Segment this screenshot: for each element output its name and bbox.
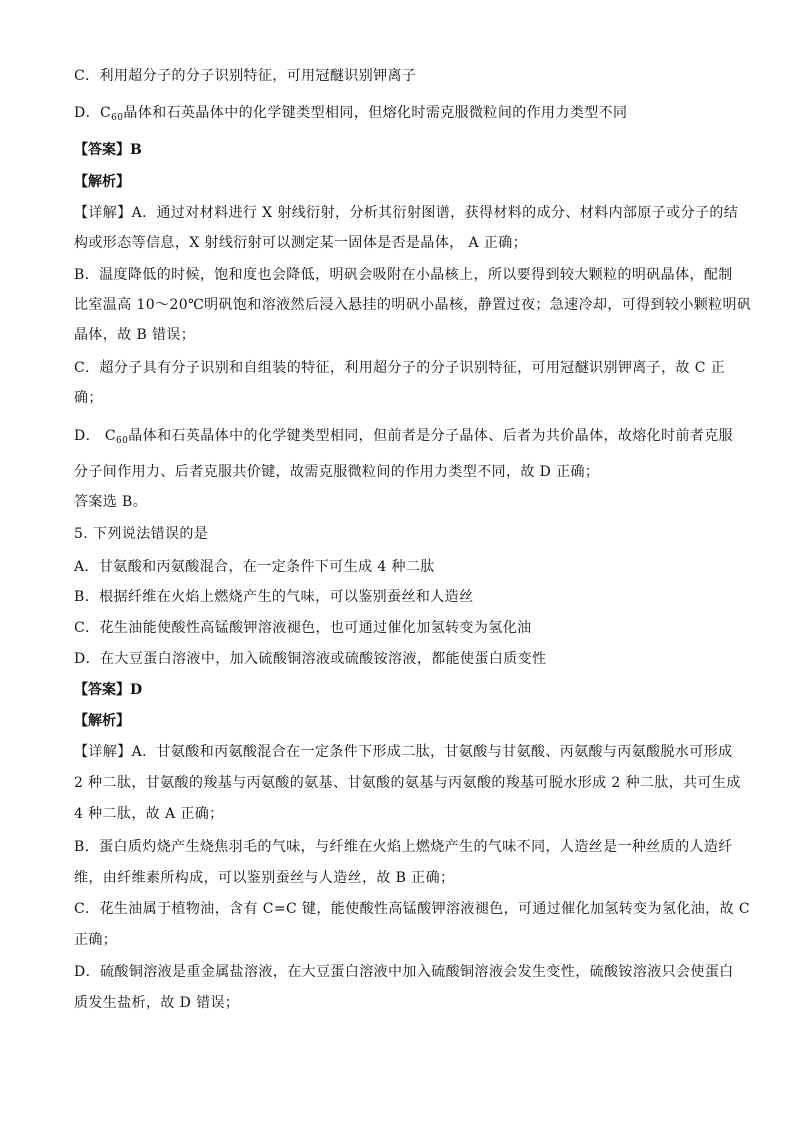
q5-detail-line: 正确；: [74, 932, 118, 948]
q4-detail-line: 【详解】A．通过对材料进行 X 射线衍射，分析其衍射图谱，获得材料的成分、材料内部原子或分子的结: [74, 205, 739, 221]
q4-detail-line: 构或形态等信息，X 射线衍射可以测定某一固体是否是晶体， A 正确；: [74, 235, 528, 251]
q4-analysis-heading: 【解析】: [74, 174, 130, 190]
q5-detail-line: 质发生盐析，故 D 错误；: [74, 995, 240, 1011]
q4-detail-line: 分子间作用力、后者克服共价键，故需克服微粒间的作用力类型不同，故 D 正确；: [74, 464, 600, 480]
q5-stem: 5. 下列说法错误的是: [74, 526, 209, 542]
q4-detail-line: 比室温高 10～20℃明矾饱和溶液然后浸入悬挂的明矾小晶核，静置过夜；急速冷却，可得到较小颗粒明矾: [74, 297, 752, 313]
q4-option-d-text: 晶体和石英晶体中的化学键类型相同，但熔化时需克服微粒间的作用力类型不同: [123, 105, 628, 121]
q5-detail-line: 4 种二肽，故 A 正确；: [74, 806, 224, 822]
q4-detail-d-text: 晶体和石英晶体中的化学键类型相同，但前者是分子晶体、后者为共价晶体，故熔化时前者克服: [128, 428, 734, 444]
q5-detail-line: 维，由纤维素所构成，可以鉴别蚕丝与人造丝，故 B 正确；: [74, 870, 455, 886]
q5-detail-line: 2 种二肽，甘氨酸的羧基与丙氨酸的氨基、甘氨酸的氨基与丙氨酸的羧基可脱水形成 2 种二肽，共可生成: [74, 775, 741, 791]
q5-option: D．在大豆蛋白溶液中，加入硫酸铜溶液或硫酸铵溶液，都能使蛋白质变性: [74, 651, 547, 667]
q4-option-d: [74, 103, 734, 123]
q5-detail-line: 【详解】A．甘氨酸和丙氨酸混合在一定条件下形成二肽，甘氨酸与甘氨酸、丙氨酸与丙氨酸脱水可形成: [74, 744, 733, 760]
q4-answer: 【答案】B: [74, 142, 142, 158]
q5-answer: 【答案】D: [74, 682, 143, 698]
q5-option: B．根据纤维在火焰上燃烧产生的气味，可以鉴别蚕丝和人造丝: [74, 589, 474, 605]
q4-option-d-subscript: 60: [111, 113, 124, 123]
q5-option: C．花生油能使酸性高锰酸钾溶液褪色，也可通过催化加氢转变为氢化油: [74, 620, 532, 636]
q4-option-d-prefix: D．: [74, 105, 101, 121]
q4-option-c: C．利用超分子的分子识别特征，可用冠醚识别钾离子: [74, 68, 417, 84]
q5-detail-line: B．蛋白质灼烧产生烧焦羽毛的气味，与纤维在火焰上燃烧产生的气味不同，人造丝是一种丝质的人造纤: [74, 839, 733, 855]
q5-analysis-heading: 【解析】: [74, 713, 130, 729]
q4-detail-d-subscript: 60: [116, 436, 129, 446]
q4-detail-d: [74, 426, 734, 446]
q5-option: A．甘氨酸和丙氨酸混合，在一定条件下可生成 4 种二肽: [74, 559, 435, 575]
q4-conclusion: 答案选 B。: [74, 494, 148, 510]
q4-detail-line: 确；: [74, 390, 103, 406]
q4-detail-d-prefix: D．: [74, 428, 105, 444]
q4-detail-line: B．温度降低的时候，饱和度也会降低，明矾会吸附在小晶核上，所以要得到较大颗粒的明矾晶体，配制: [74, 267, 733, 283]
q4-detail-line: 晶体，故 B 错误；: [74, 327, 196, 343]
q4-option-d-formula: C: [100, 105, 112, 121]
q5-detail-line: C．花生油属于植物油，含有 C=C 键，能使酸性高锰酸钾溶液褪色，可通过催化加氢转变为氢化油，故 C: [74, 901, 750, 917]
q4-detail-line: C．超分子具有分子识别和自组装的特征，利用超分子的分子识别特征，可用冠醚识别钾离子，故 C 正: [74, 360, 726, 376]
q5-detail-line: D．硫酸铜溶液是重金属盐溶液，在大豆蛋白溶液中加入硫酸铜溶液会发生变性，硫酸铵溶液只会使蛋白: [74, 964, 734, 980]
q4-detail-d-formula: C: [104, 428, 116, 444]
